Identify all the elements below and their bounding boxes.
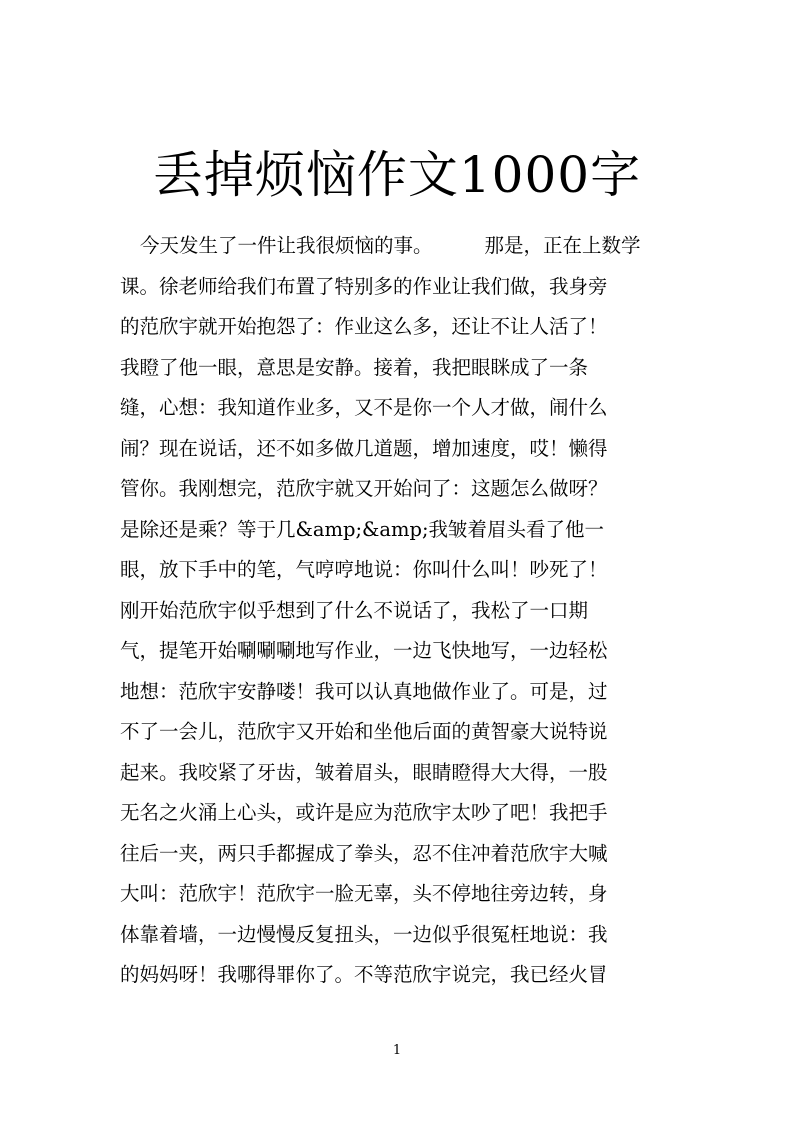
- essay-line: 眼，放下手中的笔，气哼哼地说：你叫什么叫！吵死了！: [120, 558, 608, 581]
- essay-line: 管你。我刚想完，范欣宇就又开始问了：这题怎么做呀？: [120, 477, 608, 500]
- essay-line: 缝，心想：我知道作业多，又不是你一个人才做，闹什么: [120, 396, 608, 419]
- essay-line-segment: 那是，正在上数学: [484, 234, 641, 257]
- essay-line: 闹？现在说话，还不如多做几道题，增加速度，哎！懒得: [120, 436, 608, 460]
- essay-line: 起来。我咬紧了牙齿，皱着眉头，眼睛瞪得大大得，一股: [120, 760, 608, 784]
- page-number: 1: [392, 1043, 402, 1058]
- essay-line: 体靠着墙，一边慢慢反复扭头，一边似乎很冤枉地说：我: [120, 922, 608, 946]
- essay-line: 我瞪了他一眼，意思是安静。接着，我把眼眯成了一条: [120, 355, 589, 379]
- essay-line: 的妈妈呀！我哪得罪你了。不等范欣宇说完，我已经火冒: [120, 963, 608, 986]
- essay-line: 课。徐老师给我们布置了特别多的作业让我们做，我身旁: [120, 274, 608, 298]
- essay-line: 大叫：范欣宇！范欣宇一脸无辜，头不停地往旁边转，身: [120, 882, 608, 905]
- essay-line: 的范欣宇就开始抱怨了：作业这么多，还让不让人活了！: [120, 315, 608, 338]
- essay-line: 无名之火涌上心头，或许是应为范欣宇太吵了吧！我把手: [120, 801, 608, 824]
- essay-line: [120, 226, 680, 267]
- essay-line: 气，提笔开始唰唰唰地写作业，一边飞快地写，一边轻松: [120, 639, 608, 662]
- document-title: 丢掉烦恼作文1000字: [152, 146, 642, 204]
- essay-line: 是除还是乘？等于几&amp;&amp;我皱着眉头看了他一: [120, 517, 605, 541]
- essay-line: 往后一夹，两只手都握成了拳头，忍不住冲着范欣宇大喊: [120, 841, 608, 865]
- essay-body: [120, 226, 680, 996]
- essay-line: 地想：范欣宇安静喽！我可以认真地做作业了。可是，过: [120, 679, 608, 703]
- essay-line-segment: 今天发生了一件让我很烦恼的事。: [140, 234, 433, 257]
- essay-line: 不了一会儿，范欣宇又开始和坐他后面的黄智豪大说特说: [120, 720, 608, 743]
- essay-line: 刚开始范欣宇似乎想到了什么不说话了，我松了一口期: [120, 598, 589, 622]
